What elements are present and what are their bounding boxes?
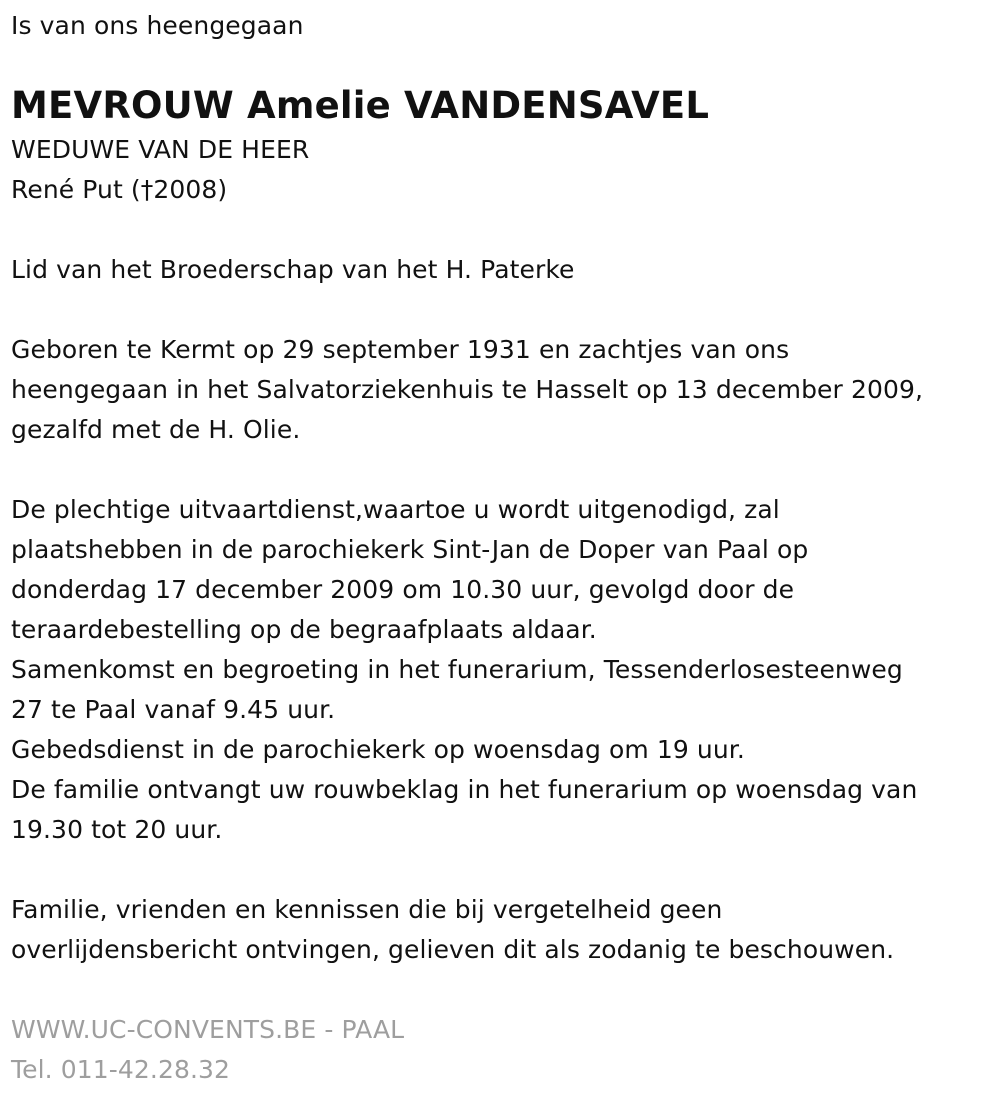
notice-paragraph [11,890,1000,970]
footer-phone: Tel. 011-42.28.32 [11,1055,231,1084]
service-line: Samenkomst en begroeting in het funerarium, Tessenderlosesteenweg [11,655,903,684]
service-line: 19.30 tot 20 uur. [11,815,223,844]
spacer [11,450,1000,490]
service-line: De plechtige uitvaartdienst,waartoe u wordt uitgenodigd, zal [11,495,780,524]
spacer [11,290,1000,330]
footer-website[interactable]: WWW.UC-CONVENTS.BE - PAAL [11,1015,405,1044]
birth-line: heengegaan in het Salvatorziekenhuis te Hasselt op 13 december 2009, [11,375,924,404]
birth-line: gezalfd met de H. Olie. [11,415,301,444]
membership-text: Lid van het Broederschap van het H. Paterke [11,255,575,284]
service-line: De familie ontvangt uw rouwbeklag in het funerarium op woensdag van [11,775,918,804]
intro-text: Is van ons heengegaan [11,11,304,40]
notice-line: overlijdensbericht ontvingen, gelieven dit als zodanig te beschouwen. [11,935,895,964]
deceased-name: MEVROUW Amelie VANDENSAVEL [11,84,710,127]
service-line: Gebedsdienst in de parochiekerk op woensdag om 19 uur. [11,735,745,764]
spacer [11,970,1000,1010]
footer [11,1010,1000,1090]
service-line: 27 te Paal vanaf 9.45 uur. [11,695,336,724]
spouse-line-2: René Put (†2008) [11,175,228,204]
service-line: donderdag 17 december 2009 om 10.30 uur, gevolgd door de [11,575,795,604]
service-paragraph [11,490,1000,850]
birth-line: Geboren te Kermt op 29 september 1931 en zachtjes van ons [11,335,790,364]
service-line: teraardebestelling op de begraafplaats aldaar. [11,615,597,644]
spacer [11,850,1000,890]
service-line: plaatshebben in de parochiekerk Sint-Jan de Doper van Paal op [11,535,809,564]
birth-paragraph [11,330,1000,450]
spouse-line-1: WEDUWE VAN DE HEER [11,135,310,164]
spacer [11,210,1000,250]
notice-line: Familie, vrienden en kennissen die bij vergetelheid geen [11,895,723,924]
